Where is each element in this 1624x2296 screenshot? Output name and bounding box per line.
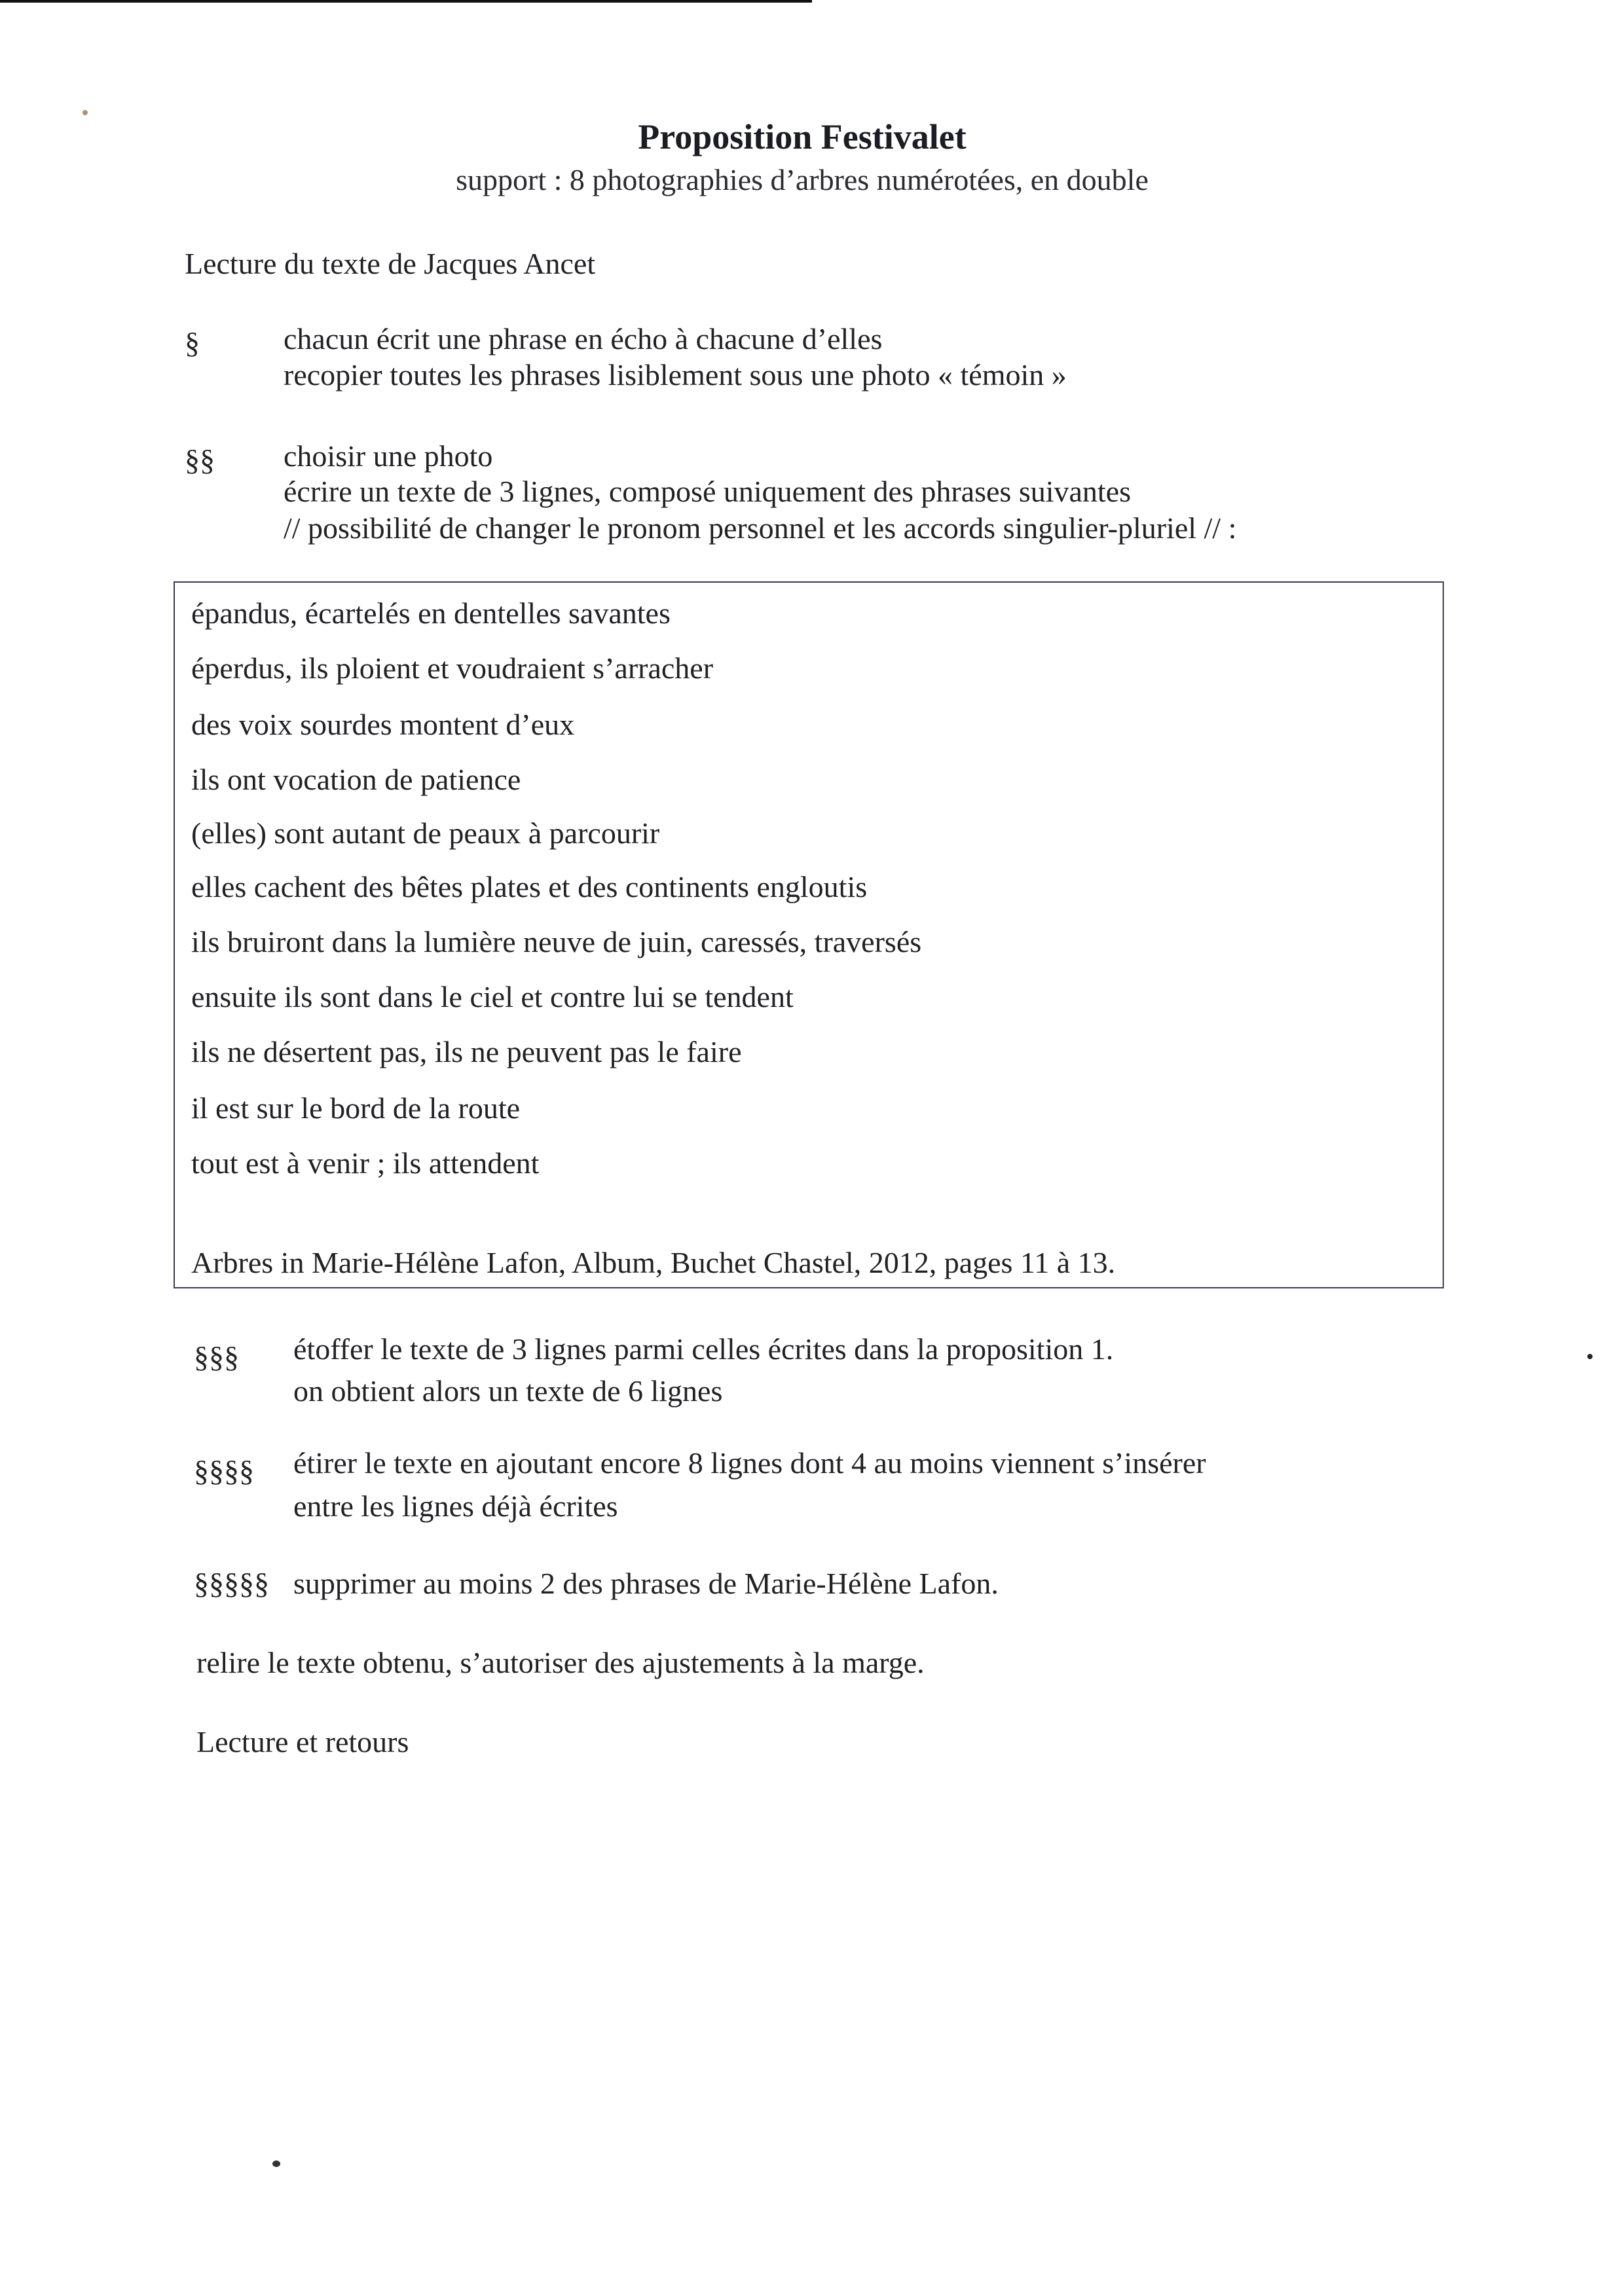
quote-phrase-1: épandus, écartelés en dentelles savantes — [191, 596, 671, 630]
step-4-mark: §§§§ — [194, 1454, 254, 1487]
quote-phrase-7: ils bruiront dans la lumière neuve de juin, caressés, traversés — [191, 925, 922, 958]
step-1-line-1: chacun écrit une phrase en écho à chacune d’elles — [284, 322, 883, 355]
document-title: Proposition Festivalet — [638, 117, 967, 156]
quote-source: Arbres in Marie-Hélène Lafon, Album, Buchet Chastel, 2012, pages 11 à 13. — [191, 1246, 1116, 1279]
step-3-line-1: étoffer le texte de 3 lignes parmi celles écrites dans la proposition 1. — [293, 1332, 1114, 1366]
quote-box — [174, 581, 1444, 1288]
step-5-line-1: supprimer au moins 2 des phrases de Marie-Hélène Lafon. — [293, 1567, 999, 1600]
quote-phrase-11: tout est à venir ; ils attendent — [191, 1146, 540, 1180]
quote-phrase-9: ils ne désertent pas, ils ne peuvent pas le faire — [191, 1035, 742, 1068]
step-1-line-2: recopier toutes les phrases lisiblement sous une photo « témoin » — [284, 358, 1067, 392]
scan-edge-rule — [0, 0, 812, 3]
step-4-line-1: étirer le texte en ajoutant encore 8 lignes dont 4 au moins viennent s’insérer — [293, 1446, 1206, 1480]
step-3-line-2: on obtient alors un texte de 6 lignes — [293, 1374, 723, 1408]
document-subtitle: support : 8 photographies d’arbres numérotées, en double — [456, 163, 1149, 196]
quote-phrase-8: ensuite ils sont dans le ciel et contre lui se tendent — [191, 980, 794, 1013]
intro-line: Lecture du texte de Jacques Ancet — [185, 247, 596, 280]
step-2-line-1: choisir une photo — [284, 439, 493, 473]
scan-speck — [272, 2160, 280, 2167]
step-4-line-2: entre les lignes déjà écrites — [293, 1489, 618, 1523]
closing-line-1: relire le texte obtenu, s’autoriser des ajustements à la marge. — [196, 1646, 925, 1679]
quote-phrase-4: ils ont vocation de patience — [191, 763, 521, 796]
quote-phrase-6: elles cachent des bêtes plates et des continents engloutis — [191, 870, 868, 903]
scan-speck — [83, 110, 88, 115]
quote-phrase-2: éperdus, ils ploient et voudraient s’arracher — [191, 651, 714, 685]
step-5-mark: §§§§§ — [194, 1567, 269, 1600]
scan-speck — [1587, 1354, 1593, 1359]
step-2-line-2: écrire un texte de 3 lignes, composé uniquement des phrases suivantes — [284, 475, 1132, 508]
quote-phrase-5: (elles) sont autant de peaux à parcourir — [191, 816, 660, 850]
quote-phrase-10: il est sur le bord de la route — [191, 1091, 521, 1125]
closing-line-2: Lecture et retours — [196, 1725, 409, 1758]
step-2-line-3: // possibilité de changer le pronom personnel et les accords singulier-pluriel // : — [284, 511, 1237, 545]
step-2-mark: §§ — [185, 443, 215, 477]
step-1-mark: § — [185, 326, 200, 359]
quote-phrase-3: des voix sourdes montent d’eux — [191, 708, 575, 741]
step-3-mark: §§§ — [194, 1340, 239, 1374]
